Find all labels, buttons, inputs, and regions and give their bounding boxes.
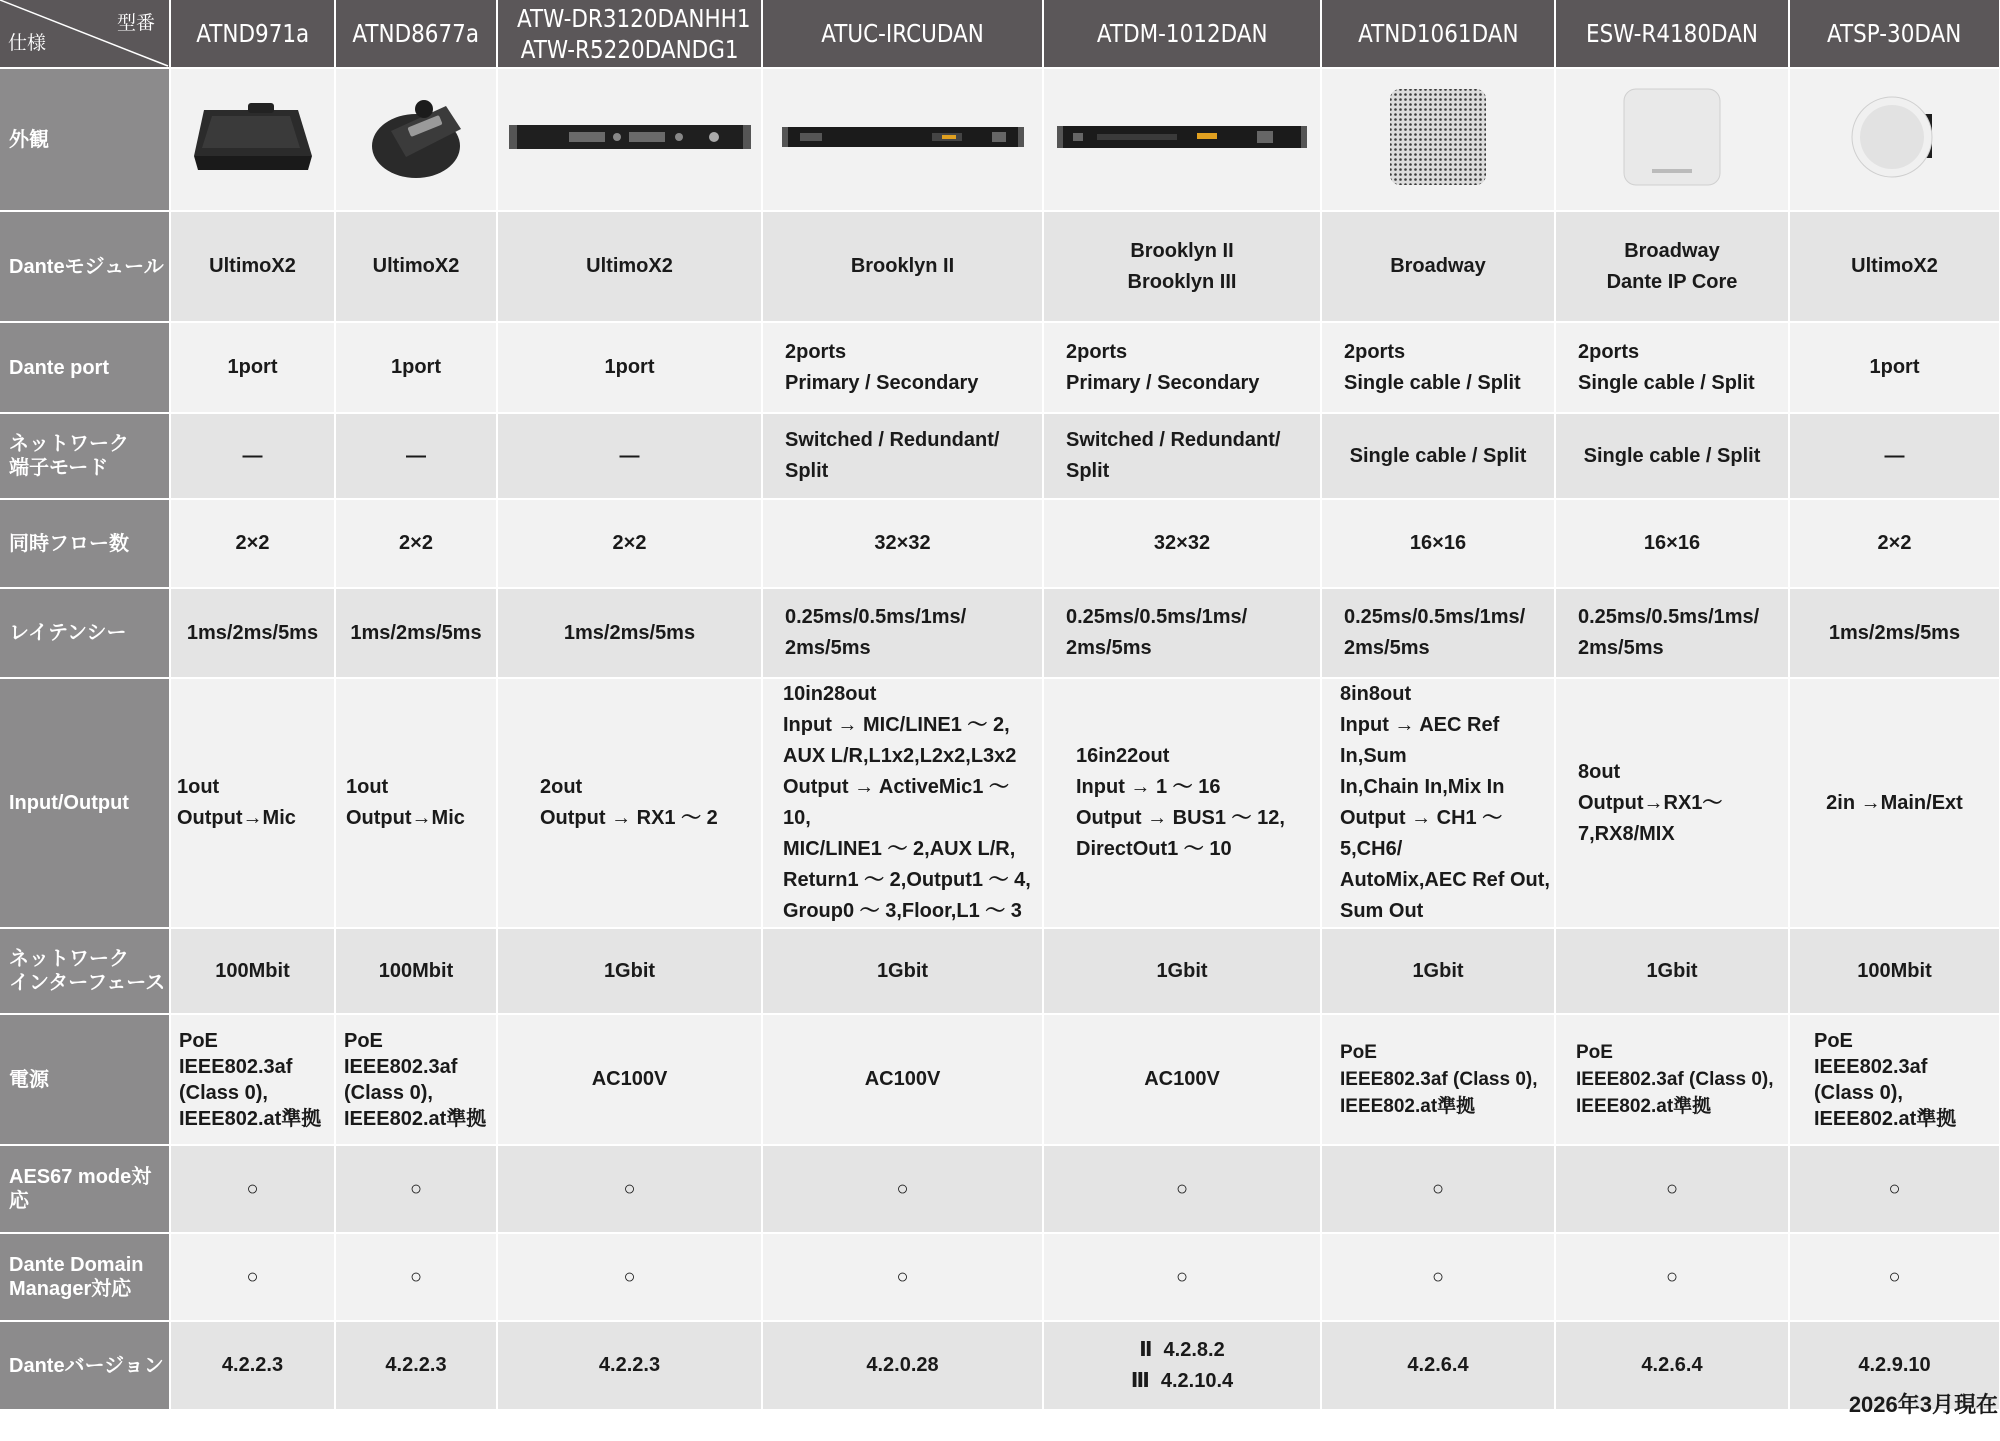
ddm-cell: ○ (762, 1233, 1043, 1321)
module-cell: Broadway Dante IP Core (1555, 211, 1789, 322)
row-label: 外観 (0, 68, 170, 211)
power-cell: PoE IEEE802.3af (Class 0), IEEE802.at準拠 (1555, 1014, 1789, 1145)
aes67-cell: ○ (1555, 1145, 1789, 1233)
version-cell: 4.2.6.4 (1555, 1321, 1789, 1410)
row-label: レイテンシー (0, 588, 170, 678)
module-cell: UltimoX2 (335, 211, 497, 322)
version-cell: 4.2.9.10 (1789, 1321, 2000, 1410)
ddm-cell: ○ (335, 1233, 497, 1321)
version-cell: 4.2.0.28 (762, 1321, 1043, 1410)
power-cell: PoE IEEE802.3af (Class 0), IEEE802.at準拠 (335, 1014, 497, 1145)
model-header: ATW-DR3120DANHH1 ATW-R5220DANDG1 (497, 0, 762, 68)
header-row (0, 0, 2000, 68)
flows-cell: 2×2 (497, 499, 762, 588)
netmode-cell: — (1789, 413, 2000, 499)
rack-controller-image (782, 126, 1024, 148)
flows-cell: 2×2 (335, 499, 497, 588)
row-label: ネットワーク 端子モード (0, 413, 170, 499)
io-cell: 8in8out Input → AEC Ref In,Sum In,Chain In,Mix In Output → CH1 ～ 5,CH6/ AutoMix,AEC Ref Out, Sum Out (1321, 678, 1555, 928)
netmode-cell: Switched / Redundant/ Split (762, 413, 1043, 499)
latency-cell: 0.25ms/0.5ms/1ms/ 2ms/5ms (1043, 588, 1321, 678)
port-cell: 2ports Primary / Secondary (1043, 322, 1321, 413)
ddm-cell: ○ (1555, 1233, 1789, 1321)
row-label: Dante Domain Manager対応 (0, 1233, 170, 1321)
ddm-row (0, 1233, 2000, 1321)
row-label: AES67 mode対応 (0, 1145, 170, 1233)
module-cell: UltimoX2 (1789, 211, 2000, 322)
io-row (0, 678, 2000, 928)
port-row (0, 322, 2000, 413)
power-cell: AC100V (1043, 1014, 1321, 1145)
aes67-cell: ○ (762, 1145, 1043, 1233)
io-cell: 2out Output → RX1 ～ 2 (497, 678, 762, 928)
row-label: 電源 (0, 1014, 170, 1145)
model-label: 型番 (116, 13, 155, 34)
io-cell: 1out Output→Mic (170, 678, 335, 928)
interface-cell: 1Gbit (497, 928, 762, 1014)
product-image-cell (1789, 68, 2000, 211)
module-cell: UltimoX2 (497, 211, 762, 322)
interface-cell: 1Gbit (1321, 928, 1555, 1014)
aes67-cell: ○ (335, 1145, 497, 1233)
model-header: ATND8677a (335, 0, 497, 68)
netmode-cell: Switched / Redundant/ Split (1043, 413, 1321, 499)
io-cell: 8out Output→RX1～ 7,RX8/MIX (1555, 678, 1789, 928)
module-cell: Brooklyn II Brooklyn III (1043, 211, 1321, 322)
netmode-cell: — (170, 413, 335, 499)
io-cell: 1out Output→Mic (335, 678, 497, 928)
product-image-cell (335, 68, 497, 211)
model-header: ESW-R4180DAN (1555, 0, 1789, 68)
netmode-cell: — (335, 413, 497, 499)
flows-cell: 2×2 (170, 499, 335, 588)
interface-cell: 1Gbit (1555, 928, 1789, 1014)
flows-cell: 2×2 (1789, 499, 2000, 588)
io-cell: 16in22out Input → 1 ～ 16 Output → BUS1 ～ 12, DirectOut1 ～ 10 (1043, 678, 1321, 928)
power-cell: AC100V (497, 1014, 762, 1145)
interface-cell: 100Mbit (1789, 928, 2000, 1014)
model-header: ATND1061DAN (1321, 0, 1555, 68)
io-cell: 2in →Main/Ext (1789, 678, 2000, 928)
flows-cell: 32×32 (1043, 499, 1321, 588)
row-label: 同時フロー数 (0, 499, 170, 588)
conference-mic-image (190, 98, 315, 176)
power-cell: AC100V (762, 1014, 1043, 1145)
aes67-cell: ○ (1043, 1145, 1321, 1233)
module-cell: Brooklyn II (762, 211, 1043, 322)
ceiling-ap-image (1622, 87, 1722, 187)
version-cell: 4.2.2.3 (335, 1321, 497, 1410)
aes67-cell: ○ (170, 1145, 335, 1233)
port-cell: 1port (170, 322, 335, 413)
product-image-cell (1555, 68, 1789, 211)
flows-row (0, 499, 2000, 588)
latency-row (0, 588, 2000, 678)
port-cell: 2ports Primary / Secondary (762, 322, 1043, 413)
gooseneck-base-image (366, 91, 466, 183)
ddm-cell: ○ (1043, 1233, 1321, 1321)
latency-cell: 1ms/2ms/5ms (1789, 588, 2000, 678)
latency-cell: 0.25ms/0.5ms/1ms/ 2ms/5ms (762, 588, 1043, 678)
model-header: ATUC-IRCUDAN (762, 0, 1043, 68)
power-cell: PoE IEEE802.3af (Class 0), IEEE802.at準拠 (1789, 1014, 2000, 1145)
version-cell: 4.2.2.3 (170, 1321, 335, 1410)
model-header: ATND971a (170, 0, 335, 68)
ddm-cell: ○ (1789, 1233, 2000, 1321)
latency-cell: 1ms/2ms/5ms (497, 588, 762, 678)
power-cell: PoE IEEE802.3af (Class 0), IEEE802.at準拠 (1321, 1014, 1555, 1145)
port-cell: 1port (335, 322, 497, 413)
appearance-row (0, 68, 2000, 211)
netmode-cell: — (497, 413, 762, 499)
flows-cell: 16×16 (1555, 499, 1789, 588)
flows-cell: 32×32 (762, 499, 1043, 588)
product-image-cell (1043, 68, 1321, 211)
product-image-cell (762, 68, 1043, 211)
port-cell: 1port (497, 322, 762, 413)
aes67-row (0, 1145, 2000, 1233)
ceiling-speaker-image (1850, 92, 1940, 182)
latency-cell: 1ms/2ms/5ms (170, 588, 335, 678)
aes67-cell: ○ (497, 1145, 762, 1233)
row-label: Danteモジュール (0, 211, 170, 322)
latency-cell: 0.25ms/0.5ms/1ms/ 2ms/5ms (1321, 588, 1555, 678)
io-cell: 10in28out Input → MIC/LINE1 ～ 2, AUX L/R,L1x2,L2x2,L3x2 Output → ActiveMic1 ～ 10, MIC/LINE1 ～ 2,AUX L/R, Return1 ～ 2,Output1 ～ 4, Group0 ～ 3,Floor,L1 ～ 3 (762, 678, 1043, 928)
product-image-cell (1321, 68, 1555, 211)
latency-cell: 0.25ms/0.5ms/1ms/ 2ms/5ms (1555, 588, 1789, 678)
version-cell: 4.2.6.4 (1321, 1321, 1555, 1410)
netmode-cell: Single cable / Split (1555, 413, 1789, 499)
rack-receiver-image (509, 123, 751, 151)
module-cell: UltimoX2 (170, 211, 335, 322)
version-cell: 4.2.2.3 (497, 1321, 762, 1410)
port-cell: 2ports Single cable / Split (1321, 322, 1555, 413)
product-image-cell (170, 68, 335, 211)
model-header: ATSP-30DAN (1789, 0, 2000, 68)
interface-row (0, 928, 2000, 1014)
model-header: ATDM-1012DAN (1043, 0, 1321, 68)
interface-cell: 1Gbit (762, 928, 1043, 1014)
version-cell: Ⅱ 4.2.8.2 Ⅲ 4.2.10.4 (1043, 1321, 1321, 1410)
row-label: Input/Output (0, 678, 170, 928)
ddm-cell: ○ (170, 1233, 335, 1321)
interface-cell: 1Gbit (1043, 928, 1321, 1014)
corner-cell (0, 0, 170, 68)
flows-cell: 16×16 (1321, 499, 1555, 588)
interface-cell: 100Mbit (170, 928, 335, 1014)
speaker-grille-image (1388, 87, 1488, 187)
interface-cell: 100Mbit (335, 928, 497, 1014)
spec-label: 仕様 (8, 33, 47, 54)
ddm-cell: ○ (1321, 1233, 1555, 1321)
row-label: ネットワーク インターフェース (0, 928, 170, 1014)
latency-cell: 1ms/2ms/5ms (335, 588, 497, 678)
row-label: Dante port (0, 322, 170, 413)
row-label: Danteバージョン (0, 1321, 170, 1410)
netmode-row (0, 413, 2000, 499)
power-row (0, 1014, 2000, 1145)
as-of-date: 2026年3月現在 (1848, 1392, 1998, 1417)
module-row (0, 211, 2000, 322)
rack-mixer-image (1057, 125, 1307, 149)
version-row (0, 1321, 2000, 1410)
ddm-cell: ○ (497, 1233, 762, 1321)
aes67-cell: ○ (1321, 1145, 1555, 1233)
module-cell: Broadway (1321, 211, 1555, 322)
port-cell: 1port (1789, 322, 2000, 413)
product-image-cell (497, 68, 762, 211)
power-cell: PoE IEEE802.3af (Class 0), IEEE802.at準拠 (170, 1014, 335, 1145)
port-cell: 2ports Single cable / Split (1555, 322, 1789, 413)
aes67-cell: ○ (1789, 1145, 2000, 1233)
netmode-cell: Single cable / Split (1321, 413, 1555, 499)
